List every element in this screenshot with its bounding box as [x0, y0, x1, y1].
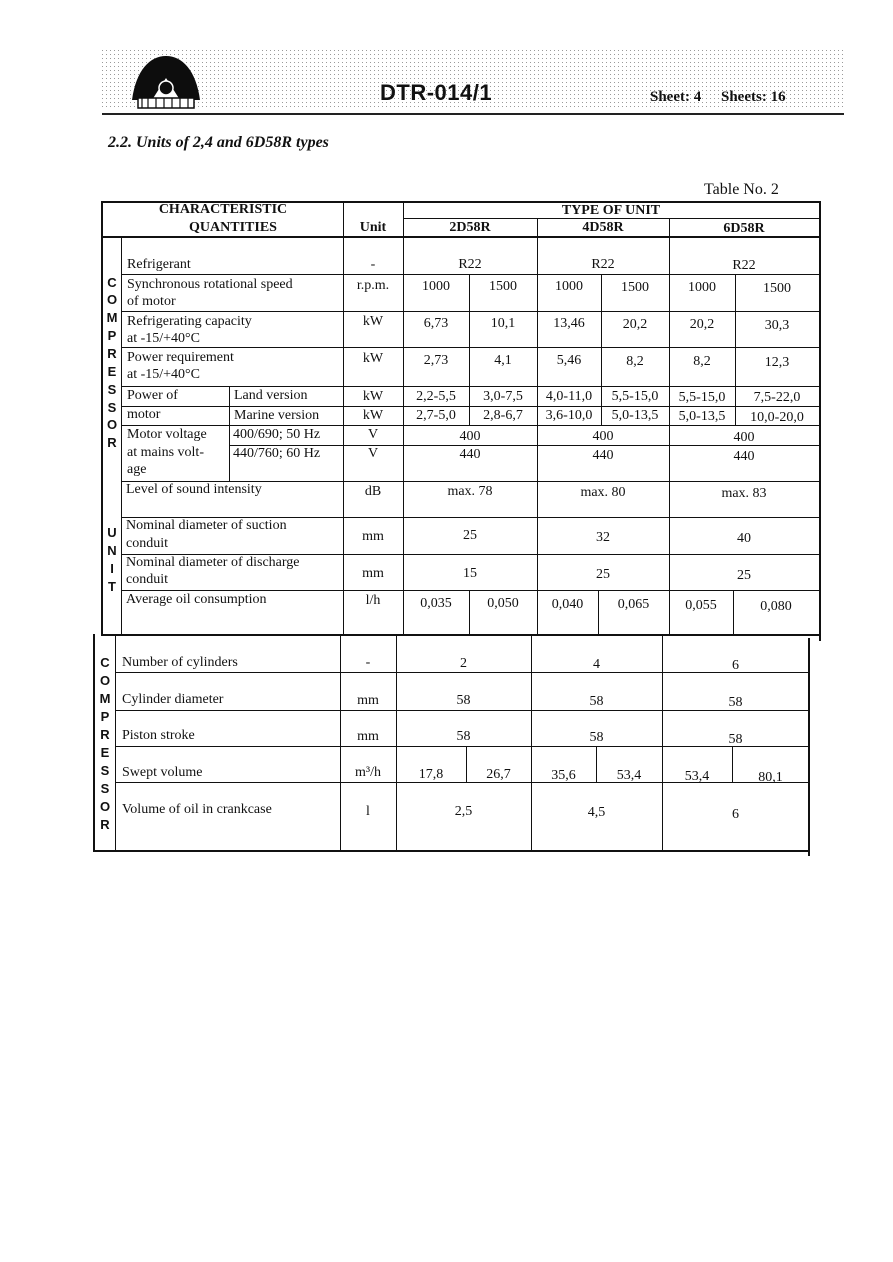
side-compressor-o: O	[106, 292, 118, 307]
row-v50-label: 400/690; 50 Hz	[233, 427, 321, 442]
row-discharge-6d: 25	[737, 568, 751, 583]
row-v50-2d: 400	[459, 429, 481, 444]
row-cylinders-2d: 2	[460, 656, 467, 671]
row-cylinders-unit: -	[365, 655, 371, 670]
row-stroke-label: Piston stroke	[122, 728, 195, 743]
row-capacity-v4: 20,2	[622, 317, 648, 332]
row-swept-v6: 80,1	[758, 770, 783, 785]
col-type-4d58r: 4D58R	[582, 220, 624, 235]
col-unit-header: Unit	[359, 220, 387, 235]
side-unit-t: T	[108, 579, 116, 594]
row-stroke-unit: mm	[357, 729, 379, 744]
row-bore-6d: 58	[728, 695, 743, 710]
row-crankcase-oil-2d: 2,5	[454, 804, 473, 819]
row-suction-label-2: conduit	[126, 536, 168, 551]
col-type-of-unit: TYPE OF UNIT	[561, 203, 661, 218]
row-sound-4d: max. 80	[580, 485, 626, 500]
row-v60-2d: 440	[459, 447, 481, 462]
side2-m: M	[99, 691, 111, 706]
side-compressor-e: E	[107, 364, 117, 379]
row-capacity-label-2: at -15/+40°C	[127, 331, 200, 346]
row-land-v2: 3,0-7,5	[483, 389, 523, 404]
row-speed-v2: 1500	[489, 279, 517, 294]
row-swept-v4: 53,4	[616, 768, 642, 783]
row-speed-v6: 1500	[763, 281, 791, 296]
row-power-label-1: Power requirement	[127, 350, 234, 365]
row-oil-v1: 0,035	[420, 596, 452, 611]
row-marine-label: Marine version	[234, 408, 320, 423]
row-oil-v6: 0,080	[760, 599, 792, 614]
row-power-v1: 2,73	[423, 353, 449, 368]
row-v60-6d: 440	[733, 449, 755, 464]
row-oil-unit: l/h	[365, 593, 381, 608]
side2-s2: S	[100, 781, 110, 796]
row-speed-v4: 1500	[621, 280, 649, 295]
row-crankcase-oil-6d: 6	[732, 807, 739, 822]
row-land-v5: 5,5-15,0	[678, 390, 726, 405]
row-marine-v2: 2,8-6,7	[483, 408, 523, 423]
row-speed-v5: 1000	[688, 280, 716, 295]
row-discharge-label-1: Nominal diameter of discharge	[126, 555, 300, 570]
row-swept-v5: 53,4	[684, 769, 710, 784]
row-sound-label: Level of sound intensity	[126, 482, 262, 497]
row-bore-4d: 58	[589, 694, 604, 709]
row-marine-v3: 3,6-10,0	[545, 408, 593, 423]
row-speed-v3: 1000	[555, 279, 583, 294]
table-label: Table No. 2	[704, 181, 779, 198]
sheet-number: Sheet: 4	[650, 89, 702, 105]
row-capacity-v1: 6,73	[423, 316, 449, 331]
row-discharge-2d: 15	[463, 566, 477, 581]
row-refrigerant-label: Refrigerant	[127, 257, 191, 272]
row-discharge-label-2: conduit	[126, 572, 168, 587]
row-sound-2d: max. 78	[447, 484, 493, 499]
row-crankcase-oil-4d: 4,5	[587, 805, 606, 820]
side2-o2: O	[99, 799, 111, 814]
side2-r: R	[100, 727, 110, 742]
row-cylinders-4d: 4	[593, 657, 600, 672]
row-cylinders-6d: 6	[732, 658, 739, 673]
row-land-v6: 7,5-22,0	[753, 390, 801, 405]
row-marine-v5: 5,0-13,5	[678, 409, 726, 424]
row-capacity-label-1: Refrigerating capacity	[127, 314, 252, 329]
row-marine-unit: kW	[362, 408, 384, 423]
row-bore-label: Cylinder diameter	[122, 692, 224, 707]
row-suction-6d: 40	[737, 531, 751, 546]
row-sound-unit: dB	[364, 484, 382, 499]
side-unit-i: I	[110, 561, 114, 576]
header-rule	[102, 113, 844, 115]
side-compressor-c: C	[107, 275, 117, 290]
row-suction-label-1: Nominal diameter of suction	[126, 518, 287, 533]
side-compressor-s1: S	[107, 382, 117, 397]
row-land-unit: kW	[362, 389, 384, 404]
row-marine-v6: 10,0-20,0	[750, 410, 804, 425]
side2-r2: R	[100, 817, 110, 832]
row-capacity-v5: 20,2	[689, 317, 715, 332]
row-stroke-6d: 58	[728, 732, 743, 747]
row-crankcase-oil-unit: l	[366, 804, 370, 819]
row-capacity-v3: 13,46	[553, 316, 585, 331]
row-crankcase-oil-label: Volume of oil in crankcase	[122, 802, 272, 817]
row-refrigerant-2d: R22	[458, 257, 482, 272]
row-v50-6d: 400	[733, 430, 755, 445]
row-refrigerant-6d: R22	[732, 258, 756, 273]
row-speed-label-1: Synchronous rotational speed	[127, 277, 293, 292]
row-motor-power-label-1: Power of	[127, 388, 178, 403]
row-power-label-2: at -15/+40°C	[127, 367, 200, 382]
row-land-label: Land version	[234, 388, 308, 403]
sheets-total: Sheets: 16	[721, 89, 786, 105]
row-swept-unit: m³/h	[355, 765, 381, 780]
row-v50-4d: 400	[592, 429, 614, 444]
side-unit-n: N	[107, 543, 117, 558]
document-code: DTR-014/1	[380, 80, 493, 105]
row-oil-label: Average oil consumption	[126, 592, 267, 607]
row-discharge-4d: 25	[596, 567, 610, 582]
row-bore-2d: 58	[456, 693, 471, 708]
row-refrigerant-4d: R22	[591, 257, 615, 272]
row-motor-power-label-2: motor	[127, 407, 161, 422]
row-capacity-v6: 30,3	[764, 318, 790, 333]
row-power-unit: kW	[362, 351, 384, 366]
row-voltage-label-2: at mains volt-	[127, 445, 204, 460]
row-voltage-label-3: age	[127, 462, 147, 477]
row-swept-v2: 26,7	[486, 767, 511, 782]
row-refrigerant-unit: -	[370, 257, 376, 272]
side-compressor-r2: R	[107, 435, 117, 450]
row-land-v1: 2,2-5,5	[416, 389, 456, 404]
row-swept-v1: 17,8	[418, 767, 444, 782]
section-title: 2.2. Units of 2,4 and 6D58R types	[108, 134, 329, 151]
row-v60-label: 440/760; 60 Hz	[233, 446, 321, 461]
row-speed-unit: r.p.m.	[356, 278, 390, 293]
row-oil-v3: 0,040	[551, 597, 584, 612]
row-oil-v5: 0,055	[685, 598, 717, 613]
row-capacity-v2: 10,1	[490, 316, 516, 331]
row-bore-unit: mm	[357, 693, 379, 708]
row-power-v6: 12,3	[764, 355, 790, 370]
row-cylinders-label: Number of cylinders	[122, 655, 238, 670]
company-logo-icon	[130, 52, 202, 112]
row-sound-6d: max. 83	[721, 486, 767, 501]
row-suction-unit: mm	[362, 529, 384, 544]
side-compressor-o2: O	[106, 417, 118, 432]
row-stroke-4d: 58	[589, 730, 604, 745]
row-suction-4d: 32	[596, 530, 610, 545]
row-v50-unit: V	[367, 427, 379, 442]
row-speed-v1: 1000	[422, 279, 450, 294]
col-type-2d58r: 2D58R	[449, 220, 491, 235]
row-swept-label: Swept volume	[122, 765, 203, 780]
row-suction-2d: 25	[463, 528, 477, 543]
row-marine-v4: 5,0-13,5	[611, 408, 659, 423]
col-type-6d58r: 6D58R	[723, 221, 765, 236]
side-compressor-s2: S	[107, 400, 117, 415]
side-compressor-p: P	[107, 328, 117, 343]
row-discharge-unit: mm	[362, 566, 384, 581]
row-speed-label-2: of motor	[127, 294, 176, 309]
row-power-v4: 8,2	[626, 354, 644, 369]
row-voltage-label-1: Motor voltage	[127, 427, 207, 442]
row-oil-v4: 0,065	[617, 597, 650, 612]
row-land-v4: 5,5-15,0	[611, 389, 659, 404]
col-characteristic-line2: QUANTITIES	[189, 220, 277, 235]
col-characteristic-line1: CHARACTERISTIC	[158, 202, 288, 217]
side2-s1: S	[100, 763, 110, 778]
row-swept-v3: 35,6	[551, 768, 576, 783]
side2-c: C	[100, 655, 110, 670]
row-v60-unit: V	[367, 446, 379, 461]
row-land-v3: 4,0-11,0	[545, 389, 593, 404]
row-capacity-unit: kW	[362, 314, 384, 329]
row-v60-4d: 440	[592, 448, 614, 463]
side2-o: O	[99, 673, 111, 688]
side-compressor-m: M	[106, 310, 118, 325]
side2-e: E	[100, 745, 110, 760]
side-unit-u: U	[107, 525, 117, 540]
row-stroke-2d: 58	[456, 729, 471, 744]
row-marine-v1: 2,7-5,0	[416, 408, 456, 423]
side-compressor-r: R	[107, 346, 117, 361]
row-power-v3: 5,46	[556, 353, 582, 368]
row-oil-v2: 0,050	[487, 596, 519, 611]
side2-p: P	[100, 709, 110, 724]
row-power-v2: 4,1	[494, 353, 512, 368]
row-power-v5: 8,2	[693, 354, 711, 369]
